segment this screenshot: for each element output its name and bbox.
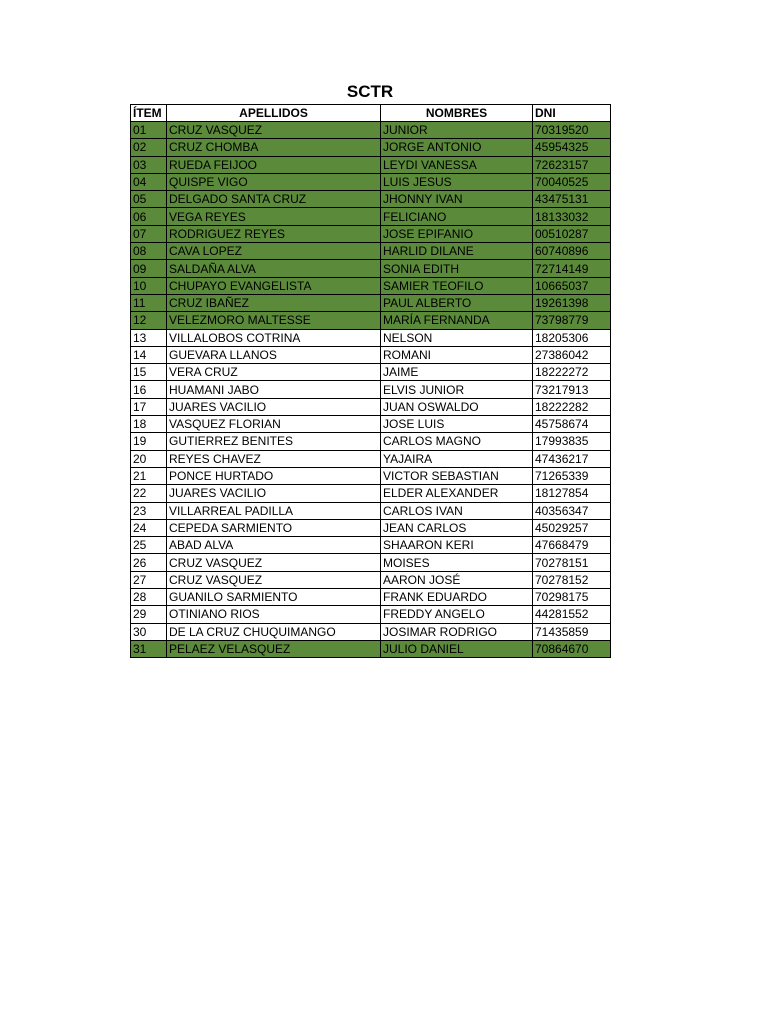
- cell-nombres: MARÍA FERNANDA: [381, 312, 533, 329]
- cell-apellidos: DELGADO SANTA CRUZ: [167, 191, 381, 208]
- cell-item: 20: [131, 450, 167, 467]
- cell-apellidos: VELEZMORO MALTESSE: [167, 312, 381, 329]
- cell-item: 23: [131, 502, 167, 519]
- table-row: [131, 398, 611, 415]
- table-row: [131, 156, 611, 173]
- cell-nombres: CARLOS MAGNO: [381, 433, 533, 450]
- cell-nombres: ELDER ALEXANDER: [381, 485, 533, 502]
- cell-dni: 45758674: [533, 416, 611, 433]
- cell-dni: 70278151: [533, 554, 611, 571]
- cell-item: 25: [131, 537, 167, 554]
- header-row: [131, 105, 611, 122]
- table-row: [131, 640, 611, 657]
- cell-apellidos: PONCE HURTADO: [167, 467, 381, 484]
- cell-apellidos: GUANILO SARMIENTO: [167, 589, 381, 606]
- cell-item: 14: [131, 346, 167, 363]
- cell-item: 11: [131, 294, 167, 311]
- cell-apellidos: CRUZ CHOMBA: [167, 139, 381, 156]
- cell-item: 22: [131, 485, 167, 502]
- header-nombres: NOMBRES: [381, 105, 533, 122]
- cell-item: 18: [131, 416, 167, 433]
- cell-item: 31: [131, 640, 167, 657]
- table-row: [131, 243, 611, 260]
- cell-apellidos: OTINIANO RIOS: [167, 606, 381, 623]
- document-title: SCTR: [346, 82, 394, 101]
- cell-dni: 40356347: [533, 502, 611, 519]
- cell-dni: 45954325: [533, 139, 611, 156]
- cell-nombres: JOSIMAR RODRIGO: [381, 623, 533, 640]
- cell-nombres: JAIME: [381, 364, 533, 381]
- cell-nombres: JOSE LUIS: [381, 416, 533, 433]
- cell-nombres: JORGE ANTONIO: [381, 139, 533, 156]
- cell-apellidos: HUAMANI JABO: [167, 381, 381, 398]
- cell-nombres: PAUL ALBERTO: [381, 294, 533, 311]
- cell-item: 26: [131, 554, 167, 571]
- cell-dni: 18222272: [533, 364, 611, 381]
- cell-nombres: FREDDY ANGELO: [381, 606, 533, 623]
- cell-nombres: JEAN CARLOS: [381, 519, 533, 536]
- cell-item: 17: [131, 398, 167, 415]
- table-row: [131, 277, 611, 294]
- cell-nombres: FELICIANO: [381, 208, 533, 225]
- cell-item: 03: [131, 156, 167, 173]
- cell-item: 09: [131, 260, 167, 277]
- cell-dni: 72714149: [533, 260, 611, 277]
- table-row: [131, 364, 611, 381]
- cell-item: 30: [131, 623, 167, 640]
- cell-apellidos: CRUZ VASQUEZ: [167, 122, 381, 139]
- cell-apellidos: JUARES VACILIO: [167, 485, 381, 502]
- header-dni: DNI: [533, 105, 611, 122]
- cell-nombres: FRANK EDUARDO: [381, 589, 533, 606]
- cell-apellidos: RUEDA FEIJOO: [167, 156, 381, 173]
- table-row: [131, 260, 611, 277]
- table-row: [131, 467, 611, 484]
- cell-apellidos: CRUZ IBAÑEZ: [167, 294, 381, 311]
- cell-apellidos: SALDAÑA ALVA: [167, 260, 381, 277]
- cell-dni: 00510287: [533, 225, 611, 242]
- cell-item: 10: [131, 277, 167, 294]
- cell-dni: 73217913: [533, 381, 611, 398]
- cell-item: 15: [131, 364, 167, 381]
- cell-item: 21: [131, 467, 167, 484]
- table-row: [131, 208, 611, 225]
- table-row: [131, 433, 611, 450]
- cell-dni: 71435859: [533, 623, 611, 640]
- cell-apellidos: GUEVARA LLANOS: [167, 346, 381, 363]
- cell-nombres: AARON JOSÉ: [381, 571, 533, 588]
- cell-dni: 10665037: [533, 277, 611, 294]
- cell-apellidos: RODRIGUEZ REYES: [167, 225, 381, 242]
- table-row: [131, 485, 611, 502]
- cell-dni: 73798779: [533, 312, 611, 329]
- cell-apellidos: QUISPE VIGO: [167, 173, 381, 190]
- header-item: ÍTEM: [131, 105, 167, 122]
- cell-dni: 44281552: [533, 606, 611, 623]
- cell-nombres: SAMIER TEOFILO: [381, 277, 533, 294]
- cell-dni: 70278152: [533, 571, 611, 588]
- cell-item: 24: [131, 519, 167, 536]
- cell-dni: 18133032: [533, 208, 611, 225]
- cell-dni: 43475131: [533, 191, 611, 208]
- cell-dni: 18222282: [533, 398, 611, 415]
- table-row: [131, 450, 611, 467]
- cell-nombres: JHONNY IVAN: [381, 191, 533, 208]
- cell-apellidos: ABAD ALVA: [167, 537, 381, 554]
- cell-apellidos: VERA CRUZ: [167, 364, 381, 381]
- cell-dni: 45029257: [533, 519, 611, 536]
- cell-nombres: SONIA EDITH: [381, 260, 533, 277]
- cell-item: 04: [131, 173, 167, 190]
- cell-item: 12: [131, 312, 167, 329]
- cell-dni: 70319520: [533, 122, 611, 139]
- cell-apellidos: CEPEDA SARMIENTO: [167, 519, 381, 536]
- cell-dni: 60740896: [533, 243, 611, 260]
- cell-item: 28: [131, 589, 167, 606]
- table-row: [131, 225, 611, 242]
- table-row: [131, 606, 611, 623]
- cell-dni: 19261398: [533, 294, 611, 311]
- table-row: [131, 502, 611, 519]
- cell-nombres: JULIO DANIEL: [381, 640, 533, 657]
- cell-apellidos: VILLARREAL PADILLA: [167, 502, 381, 519]
- cell-dni: 70040525: [533, 173, 611, 190]
- cell-apellidos: CAVA LOPEZ: [167, 243, 381, 260]
- table-row: [131, 294, 611, 311]
- cell-apellidos: GUTIERREZ BENITES: [167, 433, 381, 450]
- cell-item: 05: [131, 191, 167, 208]
- cell-item: 19: [131, 433, 167, 450]
- cell-item: 27: [131, 571, 167, 588]
- cell-apellidos: VILLALOBOS COTRINA: [167, 329, 381, 346]
- table-row: [131, 623, 611, 640]
- cell-item: 01: [131, 122, 167, 139]
- cell-dni: 18205306: [533, 329, 611, 346]
- cell-item: 13: [131, 329, 167, 346]
- cell-nombres: SHAARON KERI: [381, 537, 533, 554]
- cell-nombres: YAJAIRA: [381, 450, 533, 467]
- cell-nombres: MOISES: [381, 554, 533, 571]
- cell-nombres: LUIS JESUS: [381, 173, 533, 190]
- table-row: [131, 329, 611, 346]
- table-row: [131, 537, 611, 554]
- cell-nombres: JOSE EPIFANIO: [381, 225, 533, 242]
- cell-item: 16: [131, 381, 167, 398]
- cell-apellidos: VASQUEZ FLORIAN: [167, 416, 381, 433]
- cell-dni: 27386042: [533, 346, 611, 363]
- cell-item: 02: [131, 139, 167, 156]
- cell-nombres: HARLID DILANE: [381, 243, 533, 260]
- table-row: [131, 589, 611, 606]
- table-row: [131, 312, 611, 329]
- cell-item: 08: [131, 243, 167, 260]
- table-row: [131, 139, 611, 156]
- cell-nombres: NELSON: [381, 329, 533, 346]
- cell-nombres: JUAN OSWALDO: [381, 398, 533, 415]
- table-row: [131, 381, 611, 398]
- table-row: [131, 122, 611, 139]
- cell-nombres: VICTOR SEBASTIAN: [381, 467, 533, 484]
- table-row: [131, 571, 611, 588]
- table-row: [131, 519, 611, 536]
- cell-apellidos: DE LA CRUZ CHUQUIMANGO: [167, 623, 381, 640]
- cell-item: 06: [131, 208, 167, 225]
- cell-apellidos: CHUPAYO EVANGELISTA: [167, 277, 381, 294]
- cell-dni: 71265339: [533, 467, 611, 484]
- cell-apellidos: CRUZ VASQUEZ: [167, 571, 381, 588]
- table-row: [131, 173, 611, 190]
- cell-item: 29: [131, 606, 167, 623]
- cell-dni: 47668479: [533, 537, 611, 554]
- cell-item: 07: [131, 225, 167, 242]
- table-row: [131, 346, 611, 363]
- cell-nombres: CARLOS IVAN: [381, 502, 533, 519]
- cell-dni: 47436217: [533, 450, 611, 467]
- cell-nombres: ELVIS JUNIOR: [381, 381, 533, 398]
- table-row: [131, 554, 611, 571]
- cell-nombres: LEYDI VANESSA: [381, 156, 533, 173]
- cell-apellidos: CRUZ VASQUEZ: [167, 554, 381, 571]
- table-row: [131, 191, 611, 208]
- cell-apellidos: VEGA REYES: [167, 208, 381, 225]
- cell-apellidos: PELAEZ VELASQUEZ: [167, 640, 381, 657]
- cell-dni: 72623157: [533, 156, 611, 173]
- header-apellidos: APELLIDOS: [167, 105, 381, 122]
- cell-dni: 17993835: [533, 433, 611, 450]
- sctr-table: [130, 104, 611, 658]
- cell-apellidos: REYES CHAVEZ: [167, 450, 381, 467]
- table-row: [131, 416, 611, 433]
- table-body: [131, 122, 611, 658]
- cell-nombres: ROMANI: [381, 346, 533, 363]
- cell-nombres: JUNIOR: [381, 122, 533, 139]
- cell-dni: 70298175: [533, 589, 611, 606]
- cell-apellidos: JUARES VACILIO: [167, 398, 381, 415]
- cell-dni: 70864670: [533, 640, 611, 657]
- cell-dni: 18127854: [533, 485, 611, 502]
